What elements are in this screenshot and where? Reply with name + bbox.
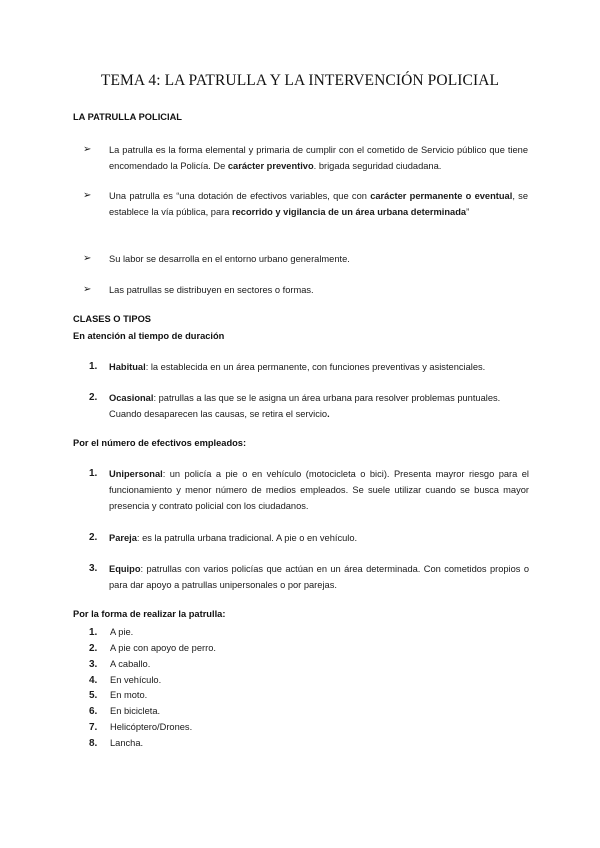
item-number: 3. [89,563,98,574]
arrow-bullet-icon: ➢ [83,144,92,155]
item-text: Habitual: la establecida en un área permanente, con funciones preventivas y asistenciales. [109,362,486,372]
numbered-item [89,359,529,375]
arrow-bullet-icon: ➢ [83,190,92,201]
item-number: 2. [89,392,98,403]
item-text: Ocasional: patrullas a las que se le asigna un área urbana para resolver problemas puntuales. Cuando desaparecen las causas, se retira el servicio. [109,393,501,419]
numbered-item [89,390,529,422]
item-text: Equipo: patrullas con varios policías que actúan en un área determinada. Con cometidos propios o para dar apoyo a patrullas unipersonales o por parejas. [109,564,529,590]
item-number: 1. [89,468,98,479]
item-number: 2. [89,532,98,543]
subheading-forma-patrulla: Por la forma de realizar la patrulla: [73,609,226,619]
bullet-text: Las patrullas se distribuyen en sectores o formas. [109,285,314,295]
bullet-item [83,188,528,220]
page-title: TEMA 4: LA PATRULLA Y LA INTERVENCIÓN POLICIAL [100,72,500,89]
bullet-item [83,142,528,174]
list-item: 8. Lancha. [89,738,144,749]
list-item: 1. A pie. [89,627,134,638]
item-number: 1. [89,361,98,372]
list-item: 2. A pie con apoyo de perro. [89,643,216,654]
item-text: Unipersonal: un policía a pie o en vehículo (motocicleta o bici). Presenta mayror riesgo para el funcionamiento y menor número de medios empleados. Se suele utilizar cuando se busca mayor presencia y contrato policial con los ciudadanos. [109,469,529,511]
list-item: 7. Helicóptero/Drones. [89,722,193,733]
arrow-bullet-icon: ➢ [83,253,92,264]
list-item: 3. A caballo. [89,659,151,670]
numbered-item [89,530,529,546]
bullet-text: La patrulla es la forma elemental y primaria de cumplir con el cometido de Servicio público que tiene encomendado la Policía. De carácter preventivo. brigada seguridad ciudadana. [109,145,528,171]
bullet-item [83,282,528,298]
subheading-tiempo-duracion: En atención al tiempo de duración [73,331,225,341]
bullet-text: Una patrulla es “una dotación de efectivos variables, que con carácter permanente o eventual, se establece la vía pública, para recorrido y vigilancia de un área urbana determinada” [109,191,528,217]
bullet-item [83,251,528,267]
numbered-item [89,466,529,514]
section-heading-clases-tipos: CLASES O TIPOS [73,314,152,324]
arrow-bullet-icon: ➢ [83,284,92,295]
item-text: Pareja: es la patrulla urbana tradicional. A pie o en vehículo. [109,533,358,543]
list-item: 5. En moto. [89,690,148,701]
list-item: 4. En vehículo. [89,675,162,686]
bullet-text: Su labor se desarrolla en el entorno urbano generalmente. [109,254,350,264]
section-heading-patrulla-policial: LA PATRULLA POLICIAL [73,112,182,122]
list-item: 6. En bicicleta. [89,706,161,717]
numbered-item [89,561,529,593]
subheading-numero-efectivos: Por el número de efectivos empleados: [73,438,247,448]
